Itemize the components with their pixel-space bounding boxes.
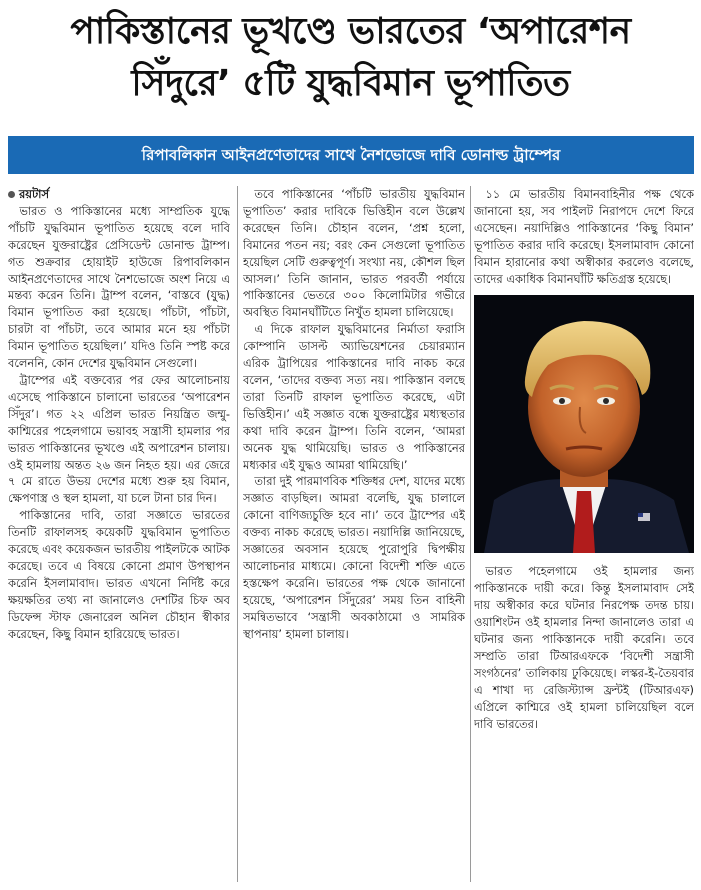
- article-column-2: [243, 186, 465, 882]
- subheadline-bar: [8, 136, 694, 174]
- portrait-illustration: [474, 295, 694, 553]
- paragraph: ১১ মে ভারতীয় বিমানবাহিনীর পক্ষ থেকে জানানো হয়, সব পাইলট নিরাপদে দেশে ফিরে এসেছেন। নয়াদিল্লিও পাকিস্তানের ‘কিছু বিমান’ ভূপাতিত করার দাবি করেছে। ইসলামাবাদ কোনো বিমান হারানোর কথা অস্বীকার করলেও বলেছে, তাদের একাধিক বিমানঘাঁটি ক্ষতিগ্রস্ত হয়েছে।: [474, 187, 694, 286]
- headline-line-2: সিঁদুরে’ ৫টি যুদ্ধবিমান ভূপাতিত: [131, 63, 570, 104]
- bullet-icon: [8, 191, 15, 198]
- paragraph: এ দিকে রাফাল যুদ্ধবিমানের নির্মাতা ফরাসি কোম্পানি ডাসল্ট অ্যাভিয়েশনের চেয়ারম্যান এরিক ট্রাপিয়ের পাকিস্তানের দাবি নাকচ করে বলেন, ‘তাদের বক্তব্য সত্য নয়। পাকিস্তান বলছে তারা তিনটি রাফাল ভূপাতিত করেছে, এটা ভিত্তিহীন।’ এই সজ্ঞাত বন্ধে যুক্তরাষ্ট্রের মধ্যস্থতার কথা দাবি করেন ট্রাম্প। তিনি বলেন, ‘আমরা অনেক যুদ্ধ থামিয়েছি। ভারত ও পাকিস্তানের মধ্যকার এই যুদ্ধও আমরা থামিয়েছি।’: [243, 322, 465, 472]
- paragraph: ভারত ও পাকিস্তানের মধ্যে সাম্প্রতিক যুদ্ধে পাঁচটি যুদ্ধবিমান ভূপাতিত হয়েছে বলে দাবি করেছেন যুক্তরাষ্ট্রের প্রেসিডেন্ট ডোনাল্ড ট্রাম্প। গত শুক্রবার হোয়াইট হাউজে রিপাবলিকান আইনপ্রণেতাদের সাথে নৈশভোজে অংশ নিয়ে এ মন্তব্য করেন তিনি। ট্রাম্প বলেন, ‘বাস্তবে (যুদ্ধ) বিমান ভূপাতিত করা হয়েছে। পাঁচটা, পাঁচটা, চারটা বা পাঁচটা, তবে আমার মনে হয় পাঁচটা বিমান ভূপাতিত হয়েছিল।’ যদিও তিনি স্পষ্ট করে বলেননি, কোন দেশের যুদ্ধবিমান সেগুলো।: [8, 203, 230, 371]
- article-column-1: [8, 186, 230, 882]
- column-rule-2: [470, 186, 471, 882]
- paragraph: তবে পাকিস্তানের ‘পাঁচটি ভারতীয় যুদ্ধবিমান ভূপাতিত’ করার দাবিকে ভিত্তিহীন বলে উল্লেখ করেছেন তিনি। চৌহান বলেন, ‘প্রশ্ন হলো, বিমানের পতন নয়; বরং কেন সেগুলো ভূপাতিত হয়েছিল সেটি গুরুত্বপূর্ণ। সংখ্যা নয়, কৌশল ছিল আসল।’ তিনি জানান, ভারত পরবর্তী পর্যায়ে পাকিস্তানের ভেতরে ৩০০ কিলোমিটার গভীরে অবস্থিত বিমানঘাঁটিতে নিখুঁত হামলা চালিয়েছে।: [243, 187, 465, 320]
- paragraph: ট্রাম্পের এই বক্তব্যের পর ফের আলোচনায় এসেছে পাকিস্তানে চালানো ভারতের ‘অপারেশন সিঁদুর’। গত ২২ এপ্রিল ভারত নিয়ন্ত্রিত জম্মু-কাশ্মিরের পহেলগামে ভয়াবহ সন্ত্রাসী হামলার পর ভারত পাকিস্তানের ভূখণ্ডে এই অপারেশন চালায়। ওই হামলায় অন্তত ২৬ জন নিহত হয়। এর জেরে ৭ মে রাতে উভয় দেশের মধ্যে শুরু হয় বিমান, ক্ষেপণাস্ত্র ও স্থল হামলা, যা চলে টানা চার দিন।: [8, 372, 230, 506]
- byline: [8, 186, 230, 203]
- article-column-3: [474, 186, 694, 882]
- paragraph: ভারত পহেলগামে ওই হামলার জন্য পাকিস্তানকে দায়ী করে। কিন্তু ইসলামাবাদ সেই দায় অস্বীকার করে ঘটনার নিরপেক্ষ তদন্ত চায়। ওয়াশিংটন ওই হামলার নিন্দা জানালেও তারা এ ঘটনার জন্য পাকিস্তানকে দায়ী করেনি। তবে সম্প্রতি তারা টিআরএফকে ‘বিদেশী সন্ত্রাসী সংগঠনের’ তালিকায় ঢুকিয়েছে। লস্কর-ই-তৈয়বার এ শাখা দ্য রেজিস্ট্যান্স ফ্রন্টই (টিআরএফ) এপ্রিলে কাশ্মিরে ওই হামলা চালিয়েছিল বলে দাবি ভারতের।: [474, 564, 694, 731]
- column-rule-1: [237, 186, 238, 882]
- portrait-photo: [474, 295, 694, 553]
- byline-text: রয়টার্স: [19, 187, 50, 201]
- paragraph: পাকিস্তানের দাবি, তারা সজ্ঞাতে ভারতের তিনটি রাফালসহ কয়েকটি যুদ্ধবিমান ভূপাতিত করেছে এবং কয়েকজন ভারতীয় পাইলটকে আটক করেছে। তবে এ বিষয়ে কোনো প্রমাণ উপস্থাপন করেনি ইসলামাবাদ। ভারত এখনো নির্দিষ্ট করে ক্ষয়ক্ষতির তথ্য না জানালেও দেশটির চিফ অব ডিফেন্স স্টাফ জেনারেল অনিল চৌহান স্বীকার করেছেন, কিছু বিমান হারিয়েছে ভারত।: [8, 508, 230, 641]
- headline: [8, 6, 693, 110]
- paragraph: তারা দুই পারমাণবিক শক্তিধর দেশ, যাদের মধ্যে সজ্ঞাত বাড়ছিল। আমরা বলেছি, যুদ্ধ চালালে কোনো বাণিজ্যচুক্তি হবে না।’ তবে ট্রাম্পের এই বক্তব্য নাকচ করেছে ভারত। নয়াদিল্লি জানিয়েছে, সজ্ঞাতের অবসান হয়েছে পুরোপুরি দ্বিপক্ষীয় আলোচনার মাধ্যমে। কোনো বিদেশী শক্তি এতে হস্তক্ষেপ করেনি। ভারতের পক্ষ থেকে জানানো হয়েছে, ‘অপারেশন সিঁদুরের’ সময় তিন বাহিনী সমন্বিতভাবে ‘সন্ত্রাসী অবকাঠামো ও সামরিক স্থাপনায়’ হামলা চালায়।: [243, 474, 465, 641]
- subheadline: রিপাবলিকান আইনপ্রণেতাদের সাথে নৈশভোজে দাবি ডোনাল্ড ট্রাম্পের: [141, 146, 561, 164]
- headline-line-1: পাকিস্তানের ভূখণ্ডে ভারতের ‘অপারেশন: [70, 11, 631, 52]
